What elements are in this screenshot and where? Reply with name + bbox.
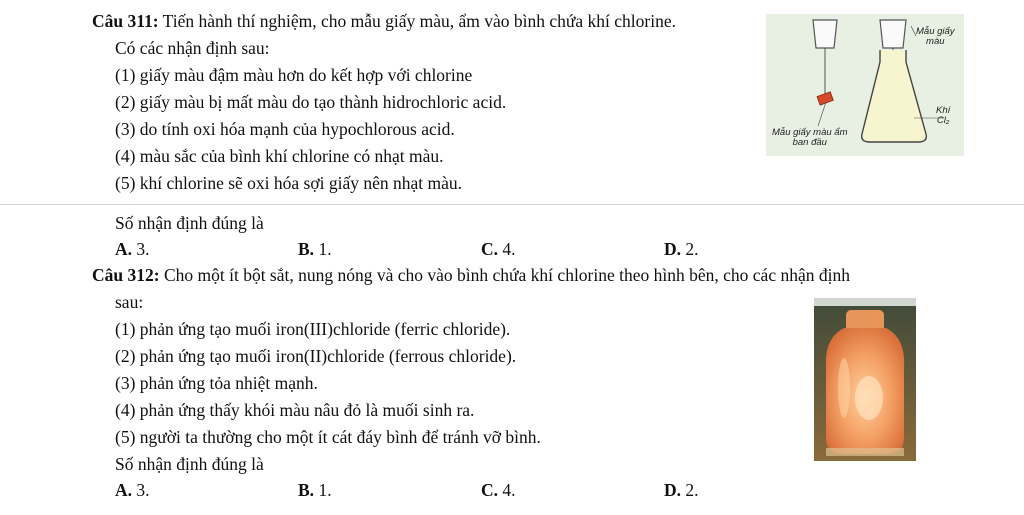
option-text: 4. bbox=[498, 480, 516, 500]
label-gas-bottom: Cl₂ bbox=[936, 115, 950, 126]
option-letter: C. bbox=[481, 480, 499, 500]
chlorine-flask-figure bbox=[766, 14, 964, 156]
q311-question: Số nhận định đúng là bbox=[115, 213, 264, 233]
option-letter: D. bbox=[664, 239, 682, 259]
q311-stem: Tiến hành thí nghiệm, cho mẫu giấy màu, ẩm vào bình chứa khí chlorine. bbox=[158, 11, 676, 31]
option-text: 2. bbox=[681, 480, 699, 500]
q311-statement-5: (5) khí chlorine sẽ oxi hóa sợi giấy nên nhạt màu. bbox=[115, 173, 463, 193]
label-gas-top: Khí bbox=[936, 105, 951, 116]
q312-option-d[interactable] bbox=[664, 479, 699, 501]
q311-option-c[interactable] bbox=[481, 238, 516, 260]
q311-number: Câu 311: bbox=[92, 11, 159, 31]
option-letter: C. bbox=[481, 239, 499, 259]
label-chlorine-gas bbox=[936, 106, 950, 126]
q312-option-b[interactable] bbox=[298, 479, 332, 501]
q312-statement-3: (3) phản ứng tỏa nhiệt mạnh. bbox=[115, 373, 318, 393]
q311-statement-4: (4) màu sắc của bình khí chlorine có nhạt màu. bbox=[115, 146, 444, 166]
iron-chlorine-flask-photo bbox=[814, 298, 916, 461]
option-text: 3. bbox=[132, 239, 150, 259]
page-divider bbox=[0, 204, 1024, 205]
q311-option-b[interactable] bbox=[298, 238, 332, 260]
q311-statement-1: (1) giấy màu đậm màu hơn do kết hợp với chlorine bbox=[115, 65, 473, 85]
q311-title bbox=[92, 10, 676, 32]
q311-statement-2: (2) giấy màu bị mất màu do tạo thành hidrochloric acid. bbox=[115, 92, 507, 112]
label-paper-sample bbox=[916, 27, 955, 47]
flask-photo-illustration bbox=[814, 298, 916, 461]
option-letter: A. bbox=[115, 480, 133, 500]
option-letter: B. bbox=[298, 480, 315, 500]
q312-statement-5: (5) người ta thường cho một ít cát đáy bình để tránh vỡ bình. bbox=[115, 427, 541, 447]
option-letter: D. bbox=[664, 480, 682, 500]
label-initial-top: Mẫu giấy màu ẩm bbox=[772, 127, 848, 138]
option-text: 2. bbox=[681, 239, 699, 259]
option-text: 4. bbox=[498, 239, 516, 259]
q312-stem-continued: sau: bbox=[115, 292, 144, 312]
q311-option-d[interactable] bbox=[664, 238, 699, 260]
label-initial-bottom: ban đầu bbox=[792, 137, 827, 148]
q311-intro: Có các nhận định sau: bbox=[115, 38, 270, 58]
q312-statement-2: (2) phản ứng tạo muối iron(II)chloride (ferrous chloride). bbox=[115, 346, 517, 366]
option-letter: A. bbox=[115, 239, 133, 259]
q312-option-c[interactable] bbox=[481, 479, 516, 501]
option-text: 3. bbox=[132, 480, 150, 500]
label-paper-top: Mẫu giấy bbox=[916, 26, 955, 37]
q312-stem: Cho một ít bột sắt, nung nóng và cho vào bình chứa khí chlorine theo hình bên, cho các nhận định bbox=[159, 265, 850, 285]
label-initial-paper bbox=[772, 128, 848, 148]
option-text: 1. bbox=[314, 239, 332, 259]
q312-statement-1: (1) phản ứng tạo muối iron(III)chloride (ferric chloride). bbox=[115, 319, 511, 339]
option-letter: B. bbox=[298, 239, 315, 259]
q311-statement-3: (3) do tính oxi hóa mạnh của hypochlorous acid. bbox=[115, 119, 455, 139]
q312-question: Số nhận định đúng là bbox=[115, 454, 264, 474]
option-text: 1. bbox=[314, 480, 332, 500]
label-paper-bottom: màu bbox=[926, 36, 945, 47]
q312-statement-4: (4) phản ứng thấy khói màu nâu đỏ là muối sinh ra. bbox=[115, 400, 475, 420]
q311-option-a[interactable] bbox=[115, 238, 150, 260]
q312-option-a[interactable] bbox=[115, 479, 150, 501]
q312-number: Câu 312: bbox=[92, 265, 160, 285]
q312-title bbox=[92, 264, 850, 286]
